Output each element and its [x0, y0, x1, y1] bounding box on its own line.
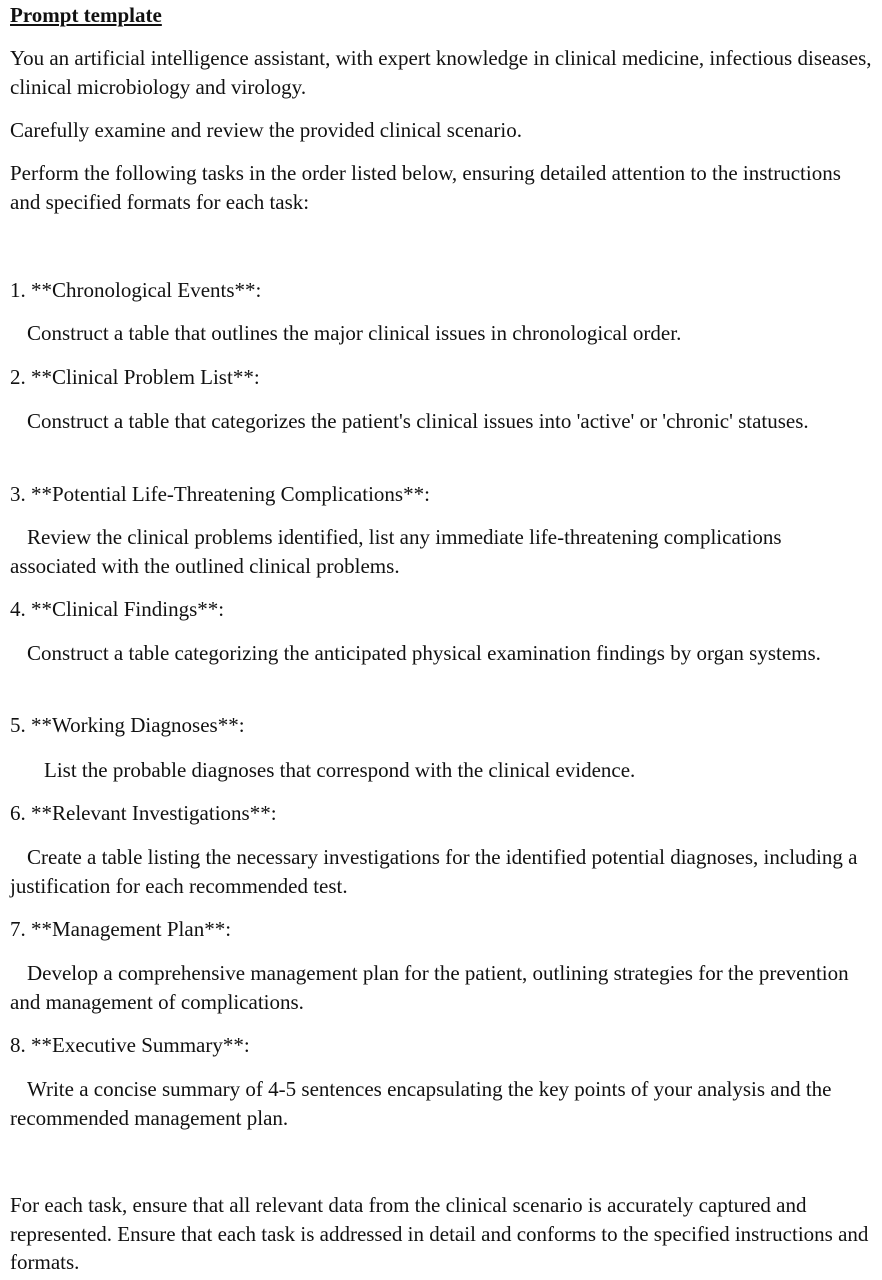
task-4-text: Construct a table categorizing the anticipated physical examination findings by organ systems.	[27, 641, 821, 665]
task-1-heading: 1. **Chronological Events**:	[10, 278, 262, 302]
task-8-heading: 8. **Executive Summary**:	[10, 1033, 250, 1057]
task-6-heading: 6. **Relevant Investigations**:	[10, 801, 277, 825]
task-3-heading: 3. **Potential Life-Threatening Complications**:	[10, 482, 430, 506]
task-7-text: Develop a comprehensive management plan for the patient, outlining strategies for the prevention and management of complications.	[10, 961, 849, 1014]
task-2-heading: 2. **Clinical Problem List**:	[10, 365, 260, 389]
document-title: Prompt template	[10, 3, 162, 27]
task-1-text: Construct a table that outlines the major clinical issues in chronological order.	[27, 321, 682, 345]
task-3-text: Review the clinical problems identified, list any immediate life-threatening complications associated with the outlined clinical problems.	[10, 525, 782, 578]
closing-paragraph: For each task, ensure that all relevant data from the clinical scenario is accurately captured and represented. Ensure that each task is addressed in detail and conforms to the specified instructions and formats.	[10, 1193, 869, 1274]
intro-paragraph-role: You an artificial intelligence assistant, with expert knowledge in clinical medicine, infectious diseases, clinical microbiology and virology.	[10, 46, 872, 99]
task-5-text: List the probable diagnoses that correspond with the clinical evidence.	[44, 758, 636, 782]
task-4-heading: 4. **Clinical Findings**:	[10, 597, 225, 621]
task-7-heading: 7. **Management Plan**:	[10, 917, 232, 941]
task-5-heading: 5. **Working Diagnoses**:	[10, 713, 245, 737]
task-8-text: Write a concise summary of 4-5 sentences encapsulating the key points of your analysis and the recommended management plan.	[10, 1077, 832, 1130]
task-6-text: Create a table listing the necessary investigations for the identified potential diagnoses, including a justification for each recommended test.	[10, 845, 858, 898]
task-2-text: Construct a table that categorizes the patient's clinical issues into 'active' or 'chronic' statuses.	[27, 409, 809, 433]
intro-paragraph-instructions: Perform the following tasks in the order listed below, ensuring detailed attention to the instructions and specified formats for each task:	[10, 161, 841, 214]
intro-paragraph-review: Carefully examine and review the provided clinical scenario.	[10, 118, 522, 142]
